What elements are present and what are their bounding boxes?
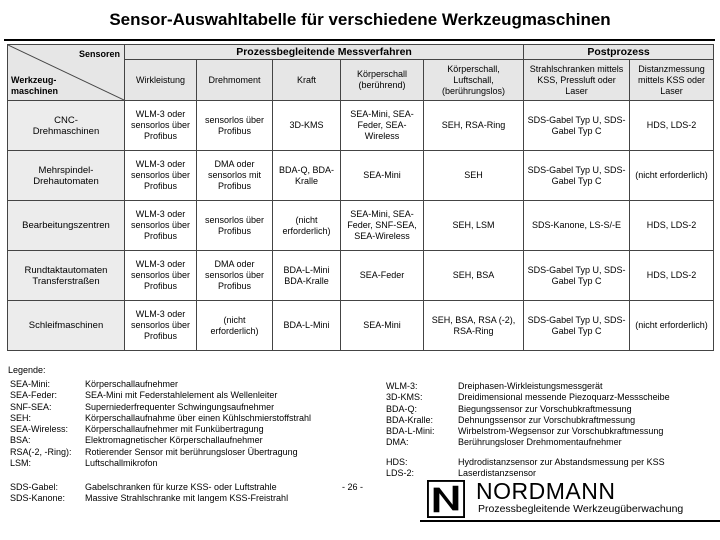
table-row [8,201,714,251]
row-label: CNC- Drehmaschinen [8,101,125,151]
table-cell: SDS-Gabel Typ U, SDS-Gabel Typ C [524,101,630,151]
legend-text: Berührungsloser Drehmomentaufnehmer [458,437,622,448]
table-cell: (nicht erforderlich) [630,151,714,201]
legend-right [386,381,670,449]
legend-text: SEA-Mini mit Federstahlelement als Wellenleiter [85,390,278,401]
table-cell: (nicht erforderlich) [630,301,714,351]
legend-entry [10,379,311,390]
group-post-header: Postprozess [524,45,714,60]
table-cell: SDS-Gabel Typ U, SDS-Gabel Typ C [524,151,630,201]
legend-title: Legende: [8,365,46,375]
legend-entry [10,482,288,493]
legend-text: Körperschallaufnehmer mit Funkübertragung [85,424,264,435]
brand-tagline: Prozessbegleitende Werkzeugüberwachung [478,503,684,515]
legend-entry [386,392,670,403]
column-header: Kraft [273,60,341,101]
title-underline [4,39,715,41]
table-cell: WLM-3 oder sensorlos über Profibus [125,101,197,151]
legend-key: RSA(-2, -Ring): [10,446,72,457]
table-cell: HDS, LDS-2 [630,201,714,251]
table-cell: sensorlos über Profibus [197,201,273,251]
sensor-table [7,44,714,351]
column-header: Strahlschranken mittels KSS, Pressluft oder Laser [524,60,630,101]
table-cell: SEA-Mini, SEA-Feder, SNF-SEA, SEA-Wireless [341,201,424,251]
corner-sensors-label: Sensoren [78,49,120,59]
table-cell: SEA-Mini [341,301,424,351]
table-cell: DMA oder sensorlos mit Profibus [197,151,273,201]
legend-entry [386,437,670,448]
table-cell: SEH [424,151,524,201]
column-header: Wirkleistung [125,60,197,101]
legend-text: Wirbelstrom-Wegsensor zur Vorschubkraftmessung [458,426,664,437]
legend-entry [386,381,670,392]
legend-text: Rotierender Sensor mit berührungsloser Übertragung [85,446,298,457]
legend-key: SEA-Wireless: [10,424,69,435]
table-row [8,251,714,301]
legend-text: Biegungssensor zur Vorschubkraftmessung [458,403,632,414]
legend-key: SEH: [10,412,32,423]
table-cell: (nicht erforderlich) [197,301,273,351]
legend-text: Dehnungssensor zur Vorschubkraftmessung [458,414,636,425]
table-cell: SDS-Gabel Typ U, SDS-Gabel Typ C [524,251,630,301]
table-cell: WLM-3 oder sensorlos über Profibus [125,251,197,301]
legend-text: Luftschallmikrofon [85,458,158,469]
legend-text: Laserdistanzsensor [458,468,537,479]
legend-entry [386,404,670,415]
corner-machines-label: Werkzeug- maschinen [11,75,59,96]
brand-name: NORDMANN [476,478,616,504]
legend-entry [10,413,311,424]
legend-key: WLM-3: [386,381,418,391]
table-cell: 3D-KMS [273,101,341,151]
legend-entry [386,426,670,437]
legend-entry [10,424,311,435]
table-cell: SDS-Kanone, LS-S/-E [524,201,630,251]
row-label: Rundtaktautomaten Transferstraßen [8,251,125,301]
legend-key: BDA-Q: [386,403,418,414]
legend-key: SNF-SEA: [10,401,52,412]
table-cell: SEA-Feder [341,251,424,301]
table-cell: SEH, RSA-Ring [424,101,524,151]
legend-text: Körperschallaufnahme über einen Kühlschmierstoffstrahl [85,412,311,423]
legend-left [10,379,311,469]
legend-key: SEA-Feder: [10,390,58,401]
column-header: Körperschall, Luftschall, (berührungslos) [424,60,524,101]
legend-key: DMA: [386,437,409,448]
column-header: Drehmoment [197,60,273,101]
table-cell: SEH, BSA, RSA (-2), RSA-Ring [424,301,524,351]
legend-key: LSM: [10,458,32,469]
legend-key: HDS: [386,457,408,467]
legend-text: Massive Strahlschranke mit langem KSS-Freistrahl [85,493,289,504]
legend-key: SEA-Mini: [10,379,51,389]
table-cell: BDA-Q, BDA-Kralle [273,151,341,201]
table-cell: WLM-3 oder sensorlos über Profibus [125,151,197,201]
column-header: Körperschall (berührend) [341,60,424,101]
legend-text: Superniederfrequenter Schwingungsaufnehmer [85,401,275,412]
table-cell: SEH, BSA [424,251,524,301]
legend-entry [10,435,311,446]
legend-key: BSA: [10,435,31,446]
table-cell: (nicht erforderlich) [273,201,341,251]
table-cell: HDS, LDS-2 [630,251,714,301]
table-cell: SDS-Gabel Typ U, SDS-Gabel Typ C [524,301,630,351]
row-label: Schleifmaschinen [8,301,125,351]
page-number: - 26 - [342,482,364,492]
legend-entry [386,457,665,468]
legend-entry [10,458,311,469]
row-label: Bearbeitungszentren [8,201,125,251]
legend-text: Dreiphasen-Wirkleistungsmessgerät [458,381,603,391]
table-cell: SEH, LSM [424,201,524,251]
legend-entry [10,390,311,401]
table-cell: SEA-Mini [341,151,424,201]
legend-key: SDS-Kanone: [10,493,66,504]
nordmann-logo-icon [427,480,465,518]
table-cell: BDA-L-Mini [273,301,341,351]
legend-left-2 [10,482,288,505]
table-cell: WLM-3 oder sensorlos über Profibus [125,301,197,351]
table-cell: WLM-3 oder sensorlos über Profibus [125,201,197,251]
legend-key: 3D-KMS: [386,392,423,403]
legend-text: Dreidimensional messende Piezoquarz-Messscheibe [458,392,670,403]
page-title: Sensor-Auswahltabelle für verschiedene Werkzeugmaschinen [109,10,611,29]
table-cell: sensorlos über Profibus [197,101,273,151]
table-cell: HDS, LDS-2 [630,101,714,151]
legend-entry [10,447,311,458]
legend-entry [10,493,288,504]
legend-key: BDA-L-Mini: [386,426,435,437]
legend-right-2 [386,457,665,480]
legend-text: Gabelschranken für kurze KSS- oder Luftstrahle [85,482,277,492]
legend-entry [10,402,311,413]
table-cell: DMA oder sensorlos über Profibus [197,251,273,301]
corner-cell [8,45,125,101]
legend-key: SDS-Gabel: [10,482,59,492]
legend-key: BDA-Kralle: [386,414,434,425]
table-group-header-row [8,45,714,60]
group-process-header: Prozessbegleitende Messverfahren [125,45,524,60]
legend-key: LDS-2: [386,468,415,479]
footer-line [420,520,720,522]
table-cell: SEA-Mini, SEA-Feder, SEA-Wireless [341,101,424,151]
legend-text: Hydrodistanzsensor zur Abstandsmessung per KSS [458,457,665,467]
table-row [8,101,714,151]
row-label: Mehrspindel- Drehautomaten [8,151,125,201]
legend-text: Körperschallaufnehmer [85,379,179,389]
column-header: Distanzmessung mittels KSS oder Laser [630,60,714,101]
table-row [8,301,714,351]
table-cell: BDA-L-Mini BDA-Kralle [273,251,341,301]
legend-text: Elektromagnetischer Körperschallaufnehmer [85,435,263,446]
legend-entry [386,415,670,426]
table-row [8,151,714,201]
